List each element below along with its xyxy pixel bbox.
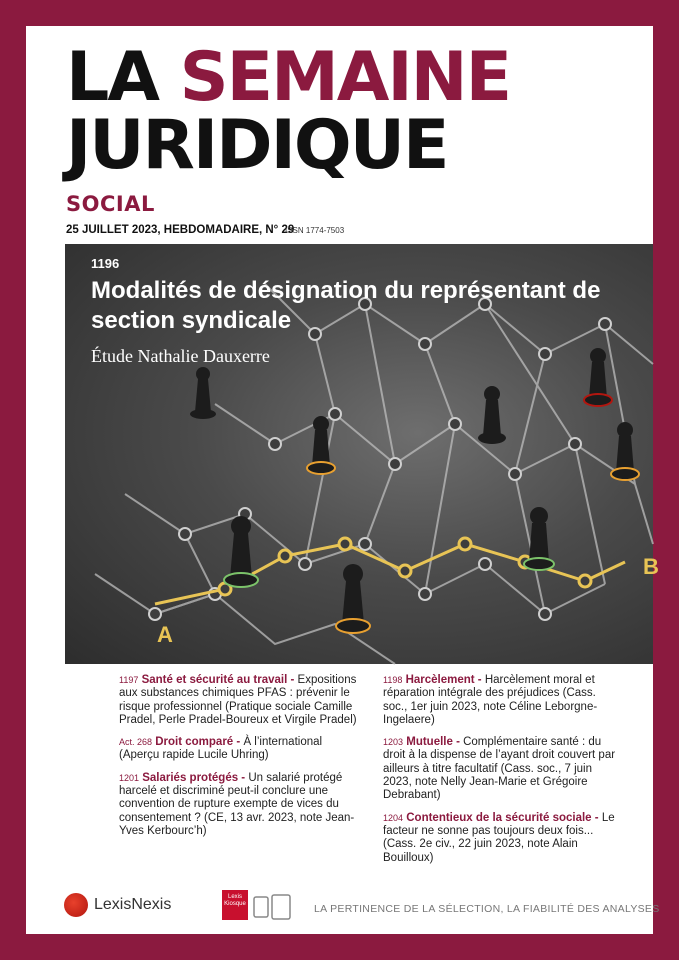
toc-entry-number: 1198 [383,675,403,685]
publisher-name: LexisNexis [94,896,172,913]
toc-entry-heading: Contentieux de la sécurité sociale - [406,811,599,824]
lexisnexis-globe-icon [64,893,88,917]
toc-entry[interactable] [383,736,623,802]
publisher-logo[interactable] [64,892,171,918]
toc-left-column [119,674,364,847]
toc-entry-heading: Salariés protégés - [142,771,246,784]
toc-entry[interactable] [119,772,364,838]
label-b: B [643,554,659,579]
section-label: SOCIAL [66,192,155,216]
toc-entry-body: Un salarié protégé harcelé et discriminé peut-il conclure une convention de rupture exempte de vices du consentement ? (CE, 13 avr. 2023, note Jean-Yves Kerbourc’h) [119,771,355,837]
footer-tagline: LA PERTINENCE DE LA SÉLECTION, LA FIABILITÉ DES ANALYSES [314,903,660,915]
devices-icon [252,894,300,920]
kiosque-badge[interactable]: Lexis Kiosque [222,890,248,920]
feature-author: Étude Nathalie Dauxerre [91,346,270,366]
feature-image [65,244,659,664]
toc-entry-number: 1204 [383,812,404,823]
toc-entry-heading: Mutuelle - [406,736,460,749]
issue-dateline: 25 JUILLET 2023, HEBDOMADAIRE, N° 29 [66,224,295,236]
toc-entry-heading: Santé et sécurité au travail - [141,674,295,686]
toc-entry-body: Complémentaire santé : du droit à la dispense de l’ayant droit couvert par ailleurs à titre facultatif (Cass. soc., 7 juin 2023, note Nelly Jean-Marie et Grégoire Debrabant) [383,736,616,802]
pawn-icons [190,348,639,633]
toc-entry-heading: Harcèlement - [405,674,482,686]
toc-entry-heading: Droit comparé - [155,736,241,749]
toc-entry-body: À l’international (Aperçu rapide Lucile Uhring) [119,736,323,762]
toc-entry-body: Harcèlement moral et réparation intégrale des préjudices (Cass. soc., 1er juin 2023, note Céline Leborgne-Ingelaere) [383,674,598,726]
toc-entry-number: Act. 268 [119,737,153,748]
masthead-la: LA [66,38,158,117]
toc-entry[interactable] [119,736,364,763]
toc-entry-number: 1197 [119,675,139,685]
feature-title: Modalités de désignation du représentant de section syndicale [91,277,601,334]
toc-entry-body: Le facteur ne sonne pas toujours deux fois... (Cass. 2e civ., 22 juin 2023, note Alain Bouilloux) [383,811,615,864]
cover-page [26,26,660,934]
toc-entry[interactable] [383,812,623,865]
toc-entry-number: 1203 [383,737,404,748]
toc-entry[interactable] [119,674,364,727]
toc-entry[interactable] [383,674,623,727]
feature-number: 1196 [91,256,120,271]
masthead-line1 [66,38,511,117]
label-a: A [157,622,173,647]
toc-right-column [383,674,623,874]
toc-entry-body: Expositions aux substances chimiques PFAS : prévenir le risque professionnel (Pratique sociale Camille Pradel, Perle Pradel-Boureux et Virgile Pradel) [119,674,357,726]
toc-entry-number: 1201 [119,772,140,783]
masthead-juridique: JURIDIQUE [66,106,448,185]
issn: ISSN 1774-7503 [285,226,345,235]
masthead-semaine: SEMAINE [179,38,511,117]
